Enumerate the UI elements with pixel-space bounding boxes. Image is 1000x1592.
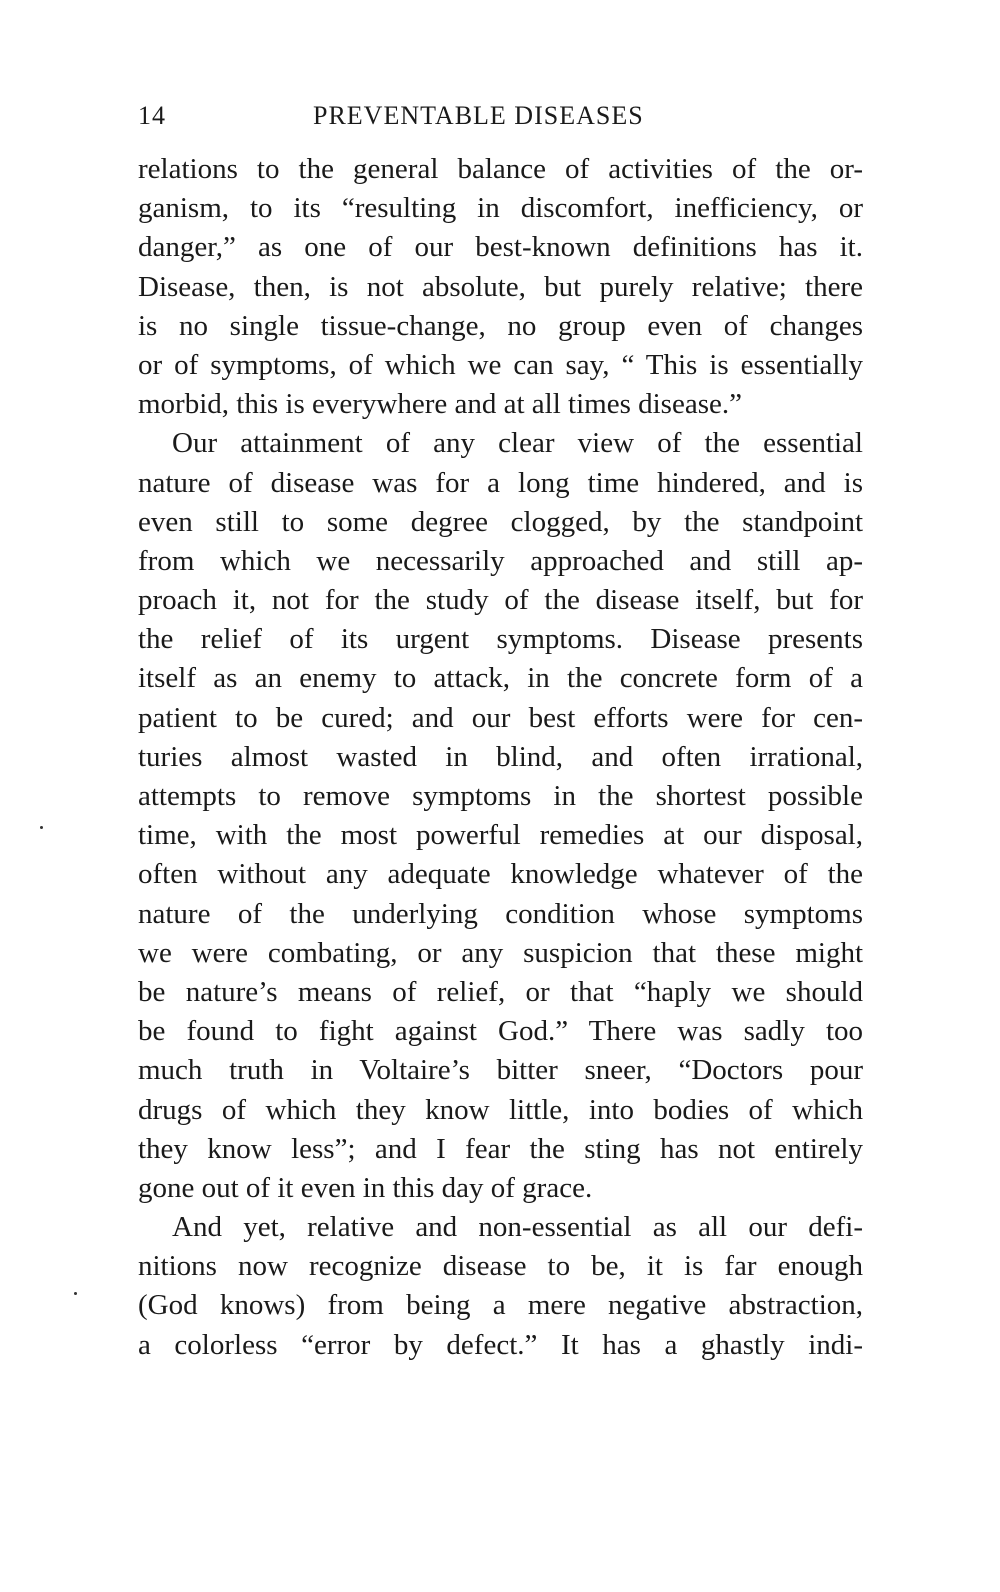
text-line: itself as an enemy to attack, in the concrete form of a [138, 662, 863, 695]
text-line: relations to the general balance of activities of the or- [138, 153, 863, 185]
page-number: 14 [138, 101, 166, 130]
text-line: nature of the underlying condition whose symptoms [138, 897, 863, 930]
text-line: morbid, this is everywhere and at all times disease.” [138, 388, 742, 421]
page-header [138, 96, 863, 136]
text-line: the relief of its urgent symptoms. Disease presents [138, 623, 863, 656]
text-line: gone out of it even in this day of grace. [138, 1171, 593, 1204]
text-line: we were combating, or any suspicion that these might [138, 936, 863, 969]
body-text [138, 150, 863, 1365]
text-line: often without any adequate knowledge whatever of the [138, 858, 863, 891]
text-line: patient to be cured; and our best efforts were for cen- [138, 701, 863, 734]
scan-speck [74, 1292, 77, 1295]
text-line: And yet, relative and non-essential as all our defi- [172, 1211, 863, 1244]
text-line: (God knows) from being a mere negative abstraction, [138, 1289, 863, 1322]
text-line: nature of disease was for a long time hindered, and is [138, 466, 863, 499]
text-line: Our attainment of any clear view of the essential [172, 427, 863, 460]
text-line: ganism, to its “resulting in discomfort, inefficiency, or [138, 192, 863, 225]
text-line: drugs of which they know little, into bodies of which [138, 1093, 863, 1126]
text-line: danger,” as one of our best-known definitions has it. [138, 231, 863, 264]
running-title: PREVENTABLE DISEASES [313, 101, 644, 130]
text-line: proach it, not for the study of the disease itself, but for [138, 584, 863, 617]
scan-speck [40, 826, 43, 829]
text-line: time, with the most powerful remedies at our disposal, [138, 819, 863, 852]
text-line: or of symptoms, of which we can say, “ This is essentially [138, 348, 863, 381]
text-line: be nature’s means of relief, or that “haply we should [138, 975, 863, 1008]
text-line: nitions now recognize disease to be, it is far enough [138, 1250, 863, 1283]
text-line: they know less”; and I fear the sting has not entirely [138, 1132, 863, 1165]
text-line: from which we necessarily approached and still ap- [138, 544, 863, 577]
text-line: much truth in Voltaire’s bitter sneer, “Doctors pour [138, 1054, 863, 1087]
text-line: be found to fight against God.” There was sadly too [138, 1015, 863, 1048]
text-line: Disease, then, is not absolute, but purely relative; there [138, 270, 863, 303]
text-line: turies almost wasted in blind, and often irrational, [138, 740, 863, 773]
text-line: attempts to remove symptoms in the shortest possible [138, 780, 863, 812]
text-line: a colorless “error by defect.” It has a ghastly indi- [138, 1328, 863, 1361]
text-line: is no single tissue-change, no group even of changes [138, 309, 863, 342]
text-line: even still to some degree clogged, by the standpoint [138, 505, 863, 538]
